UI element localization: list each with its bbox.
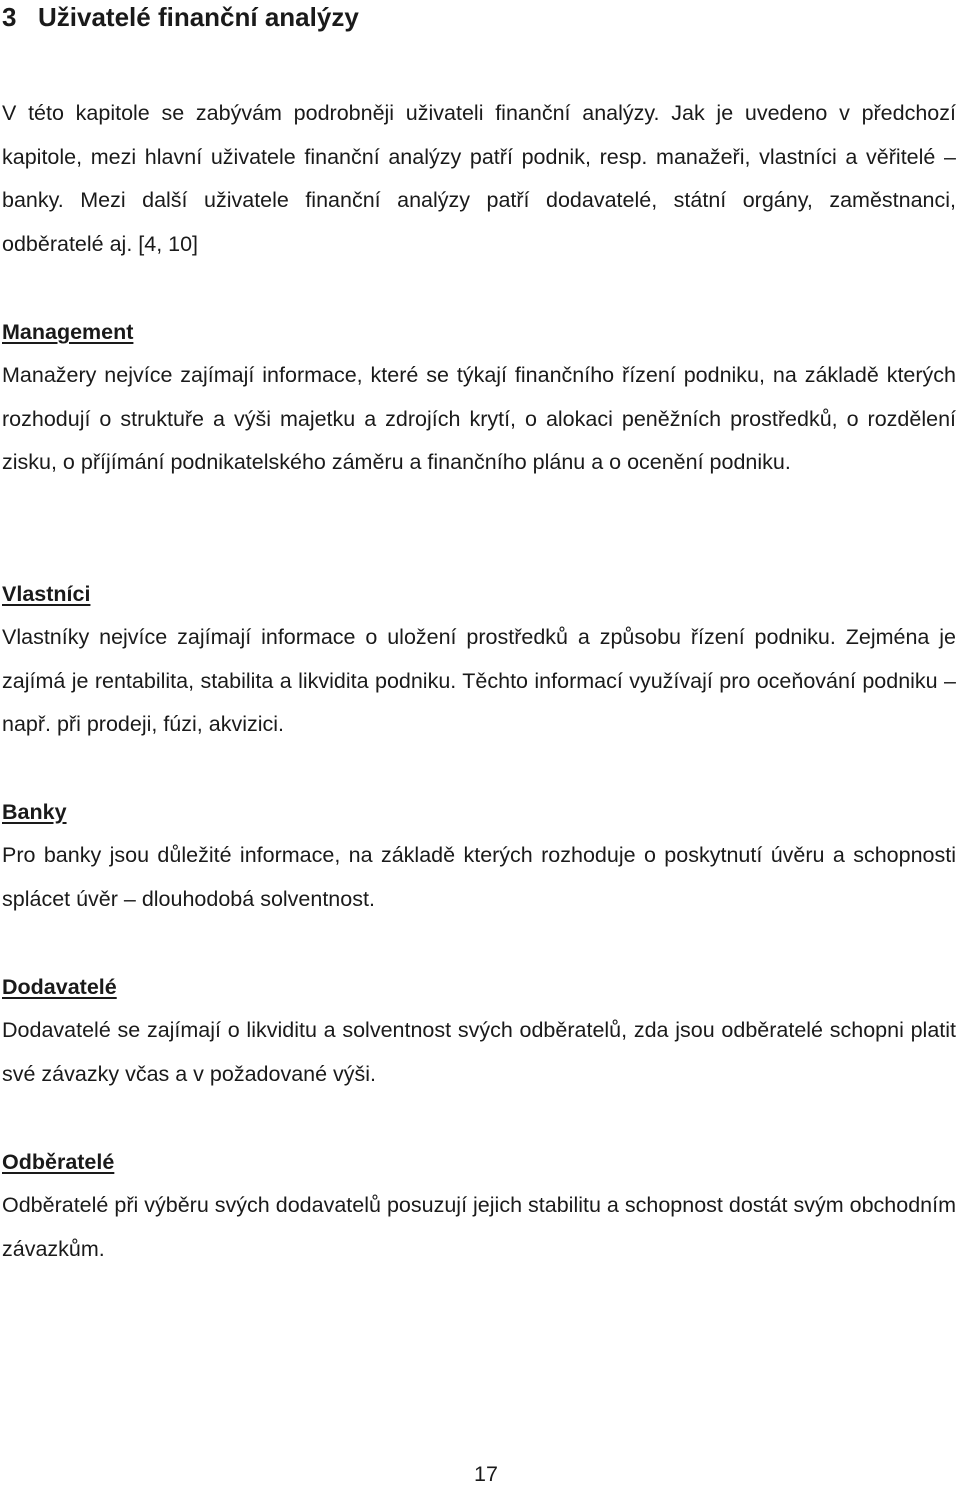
section-text-vlastnici: Vlastníky nejvíce zajímají informace o uložení prostředků a způsobu řízení podniku. Zejména je zajímá je rentabilita, stabilita a likvidita podniku. Těchto informací využívají pro oceňování podniku – např. při prodeji, fúzi, akvizici. bbox=[2, 625, 956, 737]
section-heading-banky: Banky bbox=[2, 800, 67, 824]
chapter-title: Uživatelé finanční analýzy bbox=[38, 2, 359, 32]
section-heading-odberatele: Odběratelé bbox=[2, 1150, 115, 1174]
chapter-heading bbox=[2, 0, 359, 34]
section-heading-management: Management bbox=[2, 320, 134, 344]
section-heading-vlastnici: Vlastníci bbox=[2, 582, 91, 606]
section-text-odberatele: Odběratelé při výběru svých dodavatelů posuzují jejich stabilitu a schopnost dostát svým obchodním závazkům. bbox=[2, 1193, 956, 1261]
chapter-number: 3 bbox=[2, 2, 17, 32]
page-number: 17 bbox=[474, 1462, 498, 1486]
section-text-dodavatele: Dodavatelé se zajímají o likviditu a solventnost svých odběratelů, zda jsou odběratelé schopni platit své závazky včas a v požadované výši. bbox=[2, 1018, 956, 1086]
section-text-management: Manažery nejvíce zajímají informace, které se týkají finančního řízení podniku, na základě kterých rozhodují o struktuře a výši majetku a zdrojích krytí, o alokaci peněžních prostředků, o rozdělení zisku, o příjímání podnikatelského záměru a finančního plánu a o ocenění podniku. bbox=[2, 363, 956, 475]
section-text-banky: Pro banky jsou důležité informace, na základě kterých rozhoduje o poskytnutí úvěru a schopnosti splácet úvěr – dlouhodobá solventnost. bbox=[2, 843, 956, 911]
section-heading-dodavatele: Dodavatelé bbox=[2, 975, 117, 999]
intro-paragraph: V této kapitole se zabývám podrobněji uživateli finanční analýzy. Jak je uvedeno v předchozí kapitole, mezi hlavní uživatele finanční analýzy patří podnik, resp. manažeři, vlastníci a věřitelé – banky. Mezi další uživatele finanční analýzy patří dodavatelé, státní orgány, zaměstnanci, odběratelé aj. [4, 10] bbox=[2, 101, 956, 257]
